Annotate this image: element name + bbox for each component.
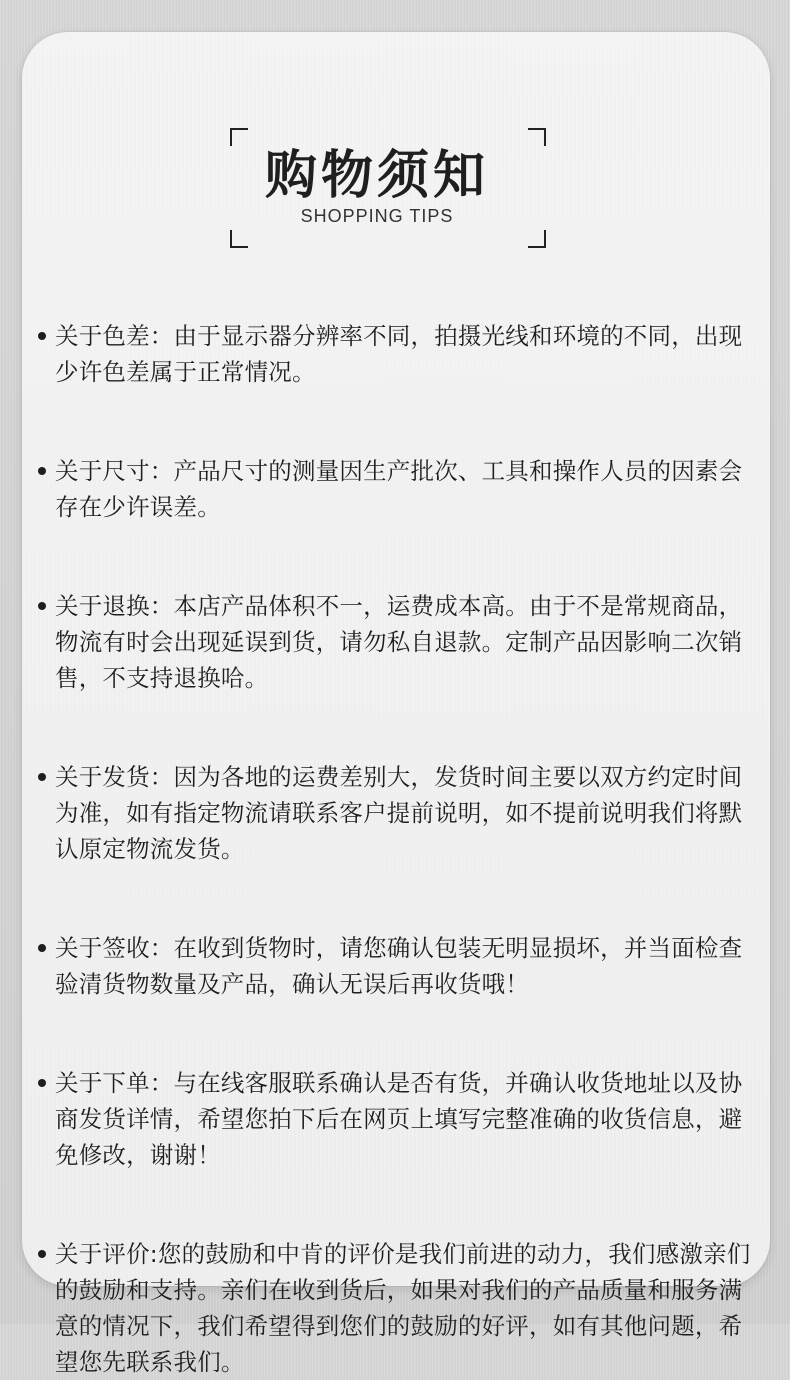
bullet-icon <box>38 467 46 475</box>
bullet-icon <box>38 1250 46 1258</box>
tip-text: 关于退换：本店产品体积不一，运费成本高。由于不是常规商品，物流有时会出现延误到货，请勿私自退款。定制产品因影响二次销售，不支持退换哈。 <box>55 592 743 692</box>
tip-ordering <box>38 1065 758 1173</box>
tip-color-difference <box>38 318 758 390</box>
bullet-icon <box>38 332 46 340</box>
page-subtitle: SHOPPING TIPS <box>300 206 454 226</box>
bullet-icon <box>38 944 46 952</box>
corner-bracket-bottom-left-icon <box>230 230 248 248</box>
tip-shipping <box>38 759 758 867</box>
tip-text: 关于色差：由于显示器分辨率不同，拍摄光线和环境的不同，出现少许色差属于正常情况。 <box>55 322 743 386</box>
tip-text: 关于签收：在收到货物时，请您确认包装无明显损坏，并当面检查验清货物数量及产品，确认无误后再收货哦！ <box>55 934 743 998</box>
bullet-icon <box>38 602 46 610</box>
tip-reviews <box>38 1236 758 1380</box>
tips-list <box>38 318 758 1380</box>
corner-bracket-top-left-icon <box>230 128 248 146</box>
tip-text: 关于发货：因为各地的运费差别大，发货时间主要以双方约定时间为准，如有指定物流请联系客户提前说明，如不提前说明我们将默认原定物流发货。 <box>55 763 743 863</box>
page-title: 购物须知 <box>264 146 489 206</box>
header <box>208 98 546 248</box>
tip-returns <box>38 588 758 696</box>
bullet-icon <box>38 773 46 781</box>
corner-bracket-top-right-icon <box>528 128 546 146</box>
corner-bracket-bottom-right-icon <box>528 230 546 248</box>
tip-text: 关于下单：与在线客服联系确认是否有货，并确认收货地址以及协商发货详情，希望您拍下后在网页上填写完整准确的收货信息，避免修改，谢谢！ <box>55 1069 743 1169</box>
tip-text: 关于评价:您的鼓励和中肯的评价是我们前进的动力，我们感激亲们的鼓励和支持。亲们在收到货后，如果对我们的产品质量和服务满意的情况下，我们希望得到您们的鼓励的好评，如有其他问题，希望您先联系我们。 <box>55 1240 751 1376</box>
bullet-icon <box>38 1079 46 1087</box>
tip-receipt <box>38 930 758 1002</box>
tip-text: 关于尺寸：产品尺寸的测量因生产批次、工具和操作人员的因素会存在少许误差。 <box>55 457 743 521</box>
tip-size <box>38 453 758 525</box>
